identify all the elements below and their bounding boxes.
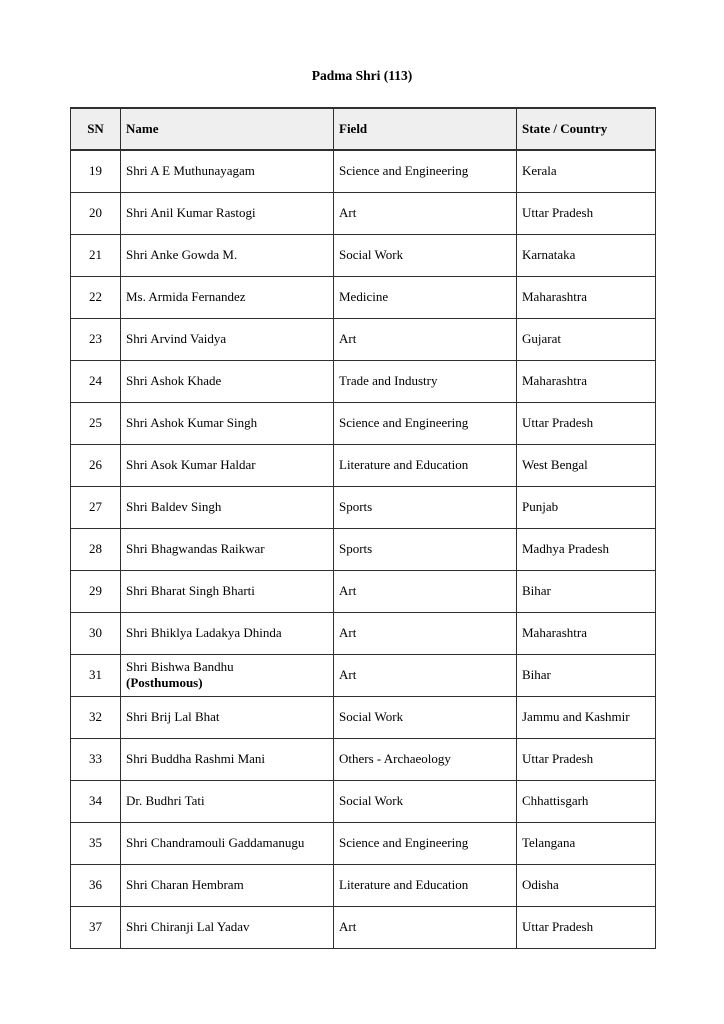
table-row [71,444,656,486]
cell-field: Art [334,654,517,696]
table-header-row [71,108,656,150]
awardee-name: Shri Bhagwandas Raikwar [126,541,265,556]
column-header-field: Field [334,108,517,150]
cell-sn: 36 [71,864,121,906]
awardee-name: Shri Bhiklya Ladakya Dhinda [126,625,282,640]
cell-field: Social Work [334,234,517,276]
cell-state: Odisha [517,864,656,906]
table-row [71,570,656,612]
cell-name [121,444,334,486]
table-row [71,486,656,528]
table-row [71,402,656,444]
table-header [71,108,656,150]
cell-field: Trade and Industry [334,360,517,402]
cell-state: West Bengal [517,444,656,486]
cell-sn: 37 [71,906,121,948]
cell-state: Uttar Pradesh [517,906,656,948]
table-row [71,822,656,864]
awardee-name: Shri Buddha Rashmi Mani [126,751,266,766]
awardee-name: Shri Chiranji Lal Yadav [126,919,250,934]
column-header-sn: SN [71,108,121,150]
cell-state: Madhya Pradesh [517,528,656,570]
cell-state: Maharashtra [517,276,656,318]
awardee-name: Dr. Budhri Tati [126,793,205,808]
table-row [71,528,656,570]
table-row [71,612,656,654]
cell-state: Maharashtra [517,360,656,402]
cell-sn: 34 [71,780,121,822]
cell-name [121,276,334,318]
cell-field: Social Work [334,696,517,738]
cell-name [121,234,334,276]
cell-name [121,738,334,780]
cell-state: Karnataka [517,234,656,276]
cell-state: Uttar Pradesh [517,402,656,444]
cell-field: Science and Engineering [334,822,517,864]
cell-state: Punjab [517,486,656,528]
table-row [71,360,656,402]
cell-state: Kerala [517,150,656,192]
cell-field: Sports [334,528,517,570]
cell-state: Gujarat [517,318,656,360]
awardee-name: Shri Asok Kumar Haldar [126,457,256,472]
cell-sn: 35 [71,822,121,864]
cell-sn: 30 [71,612,121,654]
cell-field: Art [334,192,517,234]
cell-field: Sports [334,486,517,528]
awardee-name-suffix: (Posthumous) [126,675,203,690]
column-header-state-country: State / Country [517,108,656,150]
cell-sn: 23 [71,318,121,360]
cell-name [121,864,334,906]
awardee-name: Shri Chandramouli Gaddamanugu [126,835,305,850]
awardee-name: Shri Anke Gowda M. [126,247,238,262]
cell-field: Art [334,318,517,360]
awardee-name: Shri Charan Hembram [126,877,244,892]
awardee-name: Shri Arvind Vaidya [126,331,227,346]
awardee-name: Shri A E Muthunayagam [126,163,255,179]
cell-name [121,192,334,234]
awardee-name: Shri Bharat Singh Bharti [126,583,255,598]
awardee-name: Shri Anil Kumar Rastogi [126,205,256,220]
cell-field: Science and Engineering [334,402,517,444]
cell-name [121,822,334,864]
cell-name [121,906,334,948]
table-row [71,276,656,318]
cell-field: Art [334,570,517,612]
cell-field: Literature and Education [334,444,517,486]
cell-field: Social Work [334,780,517,822]
cell-name [121,402,334,444]
table-row [71,150,656,192]
awardee-name: Shri Ashok Khade [126,373,222,388]
table-row [71,318,656,360]
cell-field: Art [334,906,517,948]
cell-name [121,486,334,528]
cell-sn: 26 [71,444,121,486]
awardee-name: Shri Brij Lal Bhat [126,709,220,724]
cell-name [121,780,334,822]
cell-sn: 21 [71,234,121,276]
cell-state: Jammu and Kashmir [517,696,656,738]
awardee-name: Shri Baldev Singh [126,499,222,514]
table-row [71,192,656,234]
table-row [71,696,656,738]
table-row [71,738,656,780]
cell-sn: 29 [71,570,121,612]
table-row [71,654,656,696]
cell-state: Maharashtra [517,612,656,654]
cell-sn: 33 [71,738,121,780]
awardee-name: Shri Ashok Kumar Singh [126,415,258,430]
cell-sn: 19 [71,150,121,192]
cell-name [121,570,334,612]
table-row [71,906,656,948]
cell-name [121,696,334,738]
cell-sn: 31 [71,654,121,696]
page-title: Padma Shri (113) [311,68,413,83]
cell-name [121,654,334,696]
cell-sn: 25 [71,402,121,444]
cell-state: Uttar Pradesh [517,738,656,780]
cell-state: Bihar [517,654,656,696]
table-body [71,150,656,948]
cell-name [121,150,334,192]
awards-table [70,107,656,949]
column-header-name: Name [121,108,334,150]
table-row [71,234,656,276]
cell-sn: 20 [71,192,121,234]
cell-field: Others - Archaeology [334,738,517,780]
table-row [71,780,656,822]
cell-state: Chhattisgarh [517,780,656,822]
cell-field: Science and Engineering [334,150,517,192]
table-row [71,864,656,906]
cell-field: Art [334,612,517,654]
cell-sn: 24 [71,360,121,402]
cell-sn: 27 [71,486,121,528]
cell-sn: 22 [71,276,121,318]
cell-name [121,318,334,360]
cell-state: Uttar Pradesh [517,192,656,234]
cell-state: Bihar [517,570,656,612]
cell-name [121,612,334,654]
cell-state: Telangana [517,822,656,864]
awardee-name: Ms. Armida Fernandez [126,289,246,304]
awardee-name: Shri Bishwa Bandhu [126,659,234,674]
cell-name [121,360,334,402]
cell-field: Literature and Education [334,864,517,906]
cell-sn: 28 [71,528,121,570]
cell-sn: 32 [71,696,121,738]
cell-field: Medicine [334,276,517,318]
cell-name [121,528,334,570]
